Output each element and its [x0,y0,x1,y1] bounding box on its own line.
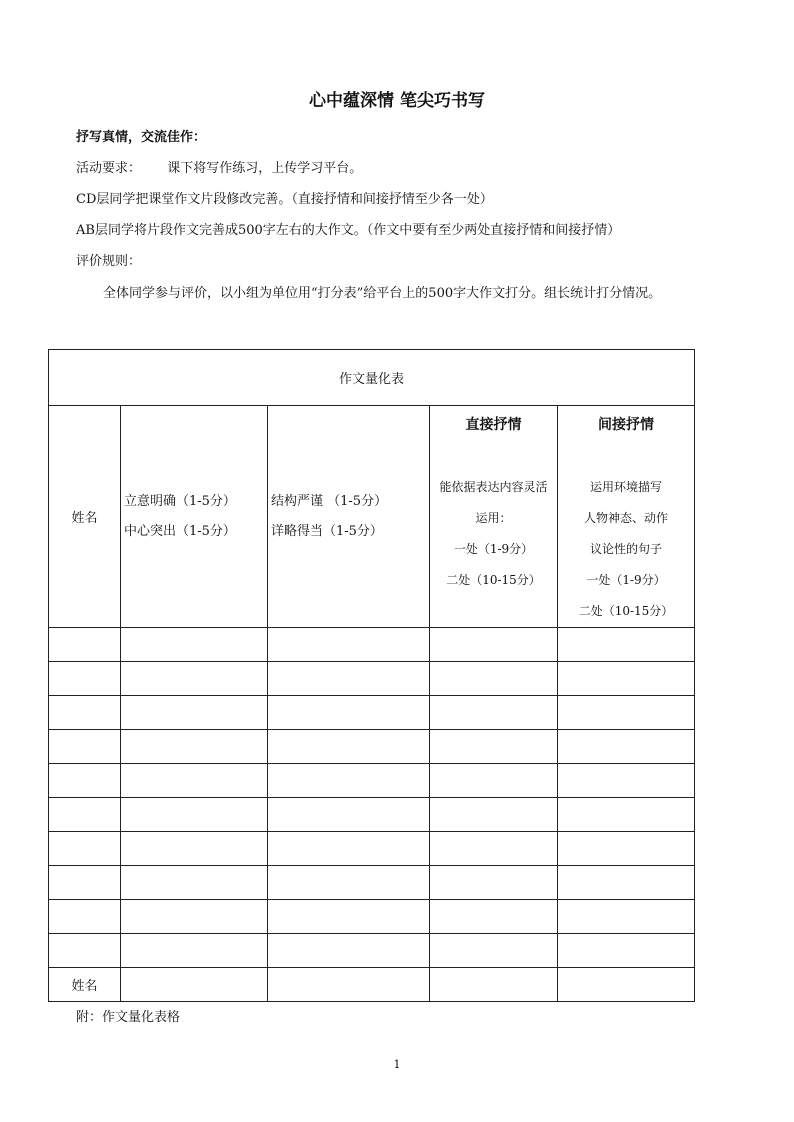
table-cell[interactable] [430,900,558,934]
table-cell[interactable] [558,696,695,730]
page-title: 心中蕴深情 笔尖巧书写 [309,91,485,111]
table-cell[interactable] [430,934,558,968]
header-name: 姓名 [49,406,121,628]
table-cell[interactable] [121,900,268,934]
page-number: 1 [393,1058,401,1071]
table-cell[interactable] [268,832,430,866]
table-row [49,798,695,832]
table-cell[interactable] [121,730,268,764]
table-cell[interactable] [121,764,268,798]
table-header-row [49,406,695,628]
indirect-line: 二处（10-15分） [578,604,674,618]
cd-requirement: CD层同学把课堂作文片段修改完善。（直接抒情和间接抒情至少各一处） [76,192,493,207]
table-cell[interactable] [49,730,121,764]
table-row [49,730,695,764]
direct-line: 一处（1-9分） [453,542,534,556]
table-cell[interactable] [430,968,558,1002]
header-direct-emotion [430,406,558,628]
table-cell[interactable] [430,832,558,866]
table-cell[interactable] [49,934,121,968]
table-cell[interactable] [430,764,558,798]
table-cell[interactable] [268,696,430,730]
header-indirect-emotion [558,406,695,628]
table-cell[interactable] [49,628,121,662]
table-cell[interactable] [49,662,121,696]
table-cell[interactable] [558,662,695,696]
table-row [49,628,695,662]
indirect-line: 运用环境描写 [589,480,662,494]
table-cell[interactable] [430,798,558,832]
rules-label: 评价规则： [76,254,142,269]
table-row [49,832,695,866]
table-row [49,900,695,934]
table-cell[interactable] [558,934,695,968]
table-cell[interactable] [558,628,695,662]
table-row [49,934,695,968]
table-cell[interactable] [49,696,121,730]
table-caption: 作文量化表 [49,350,695,406]
ab-requirement: AB层同学将片段作文完善成500字左右的大作文。（作文中要有至少两处直接抒情和间接抒情） [76,223,621,238]
header-theme-line: 立意明确（1-5分） [124,493,236,509]
table-cell[interactable] [558,798,695,832]
header-structure-line: 详略得当（1-5分） [271,523,383,539]
table-cell[interactable] [558,764,695,798]
header-structure-line: 结构严谨 （1-5分） [271,493,388,509]
table-row [49,764,695,798]
table-cell[interactable] [268,798,430,832]
table-cell[interactable] [430,696,558,730]
header-theme [121,406,268,628]
table-cell[interactable] [121,628,268,662]
table-cell[interactable] [268,662,430,696]
indirect-line: 人物神态、动作 [583,511,668,525]
table-cell[interactable] [121,662,268,696]
table-cell[interactable] [49,798,121,832]
table-cell[interactable] [430,662,558,696]
direct-title: 直接抒情 [465,417,522,433]
rules-text: 全体同学参与评价，以小组为单位用“打分表”给平台上的500字大作文打分。组长统计打分情况。 [103,286,662,301]
table-cell[interactable] [268,900,430,934]
table-cell[interactable] [121,866,268,900]
direct-line: 二处（10-15分） [446,573,541,587]
table-cell[interactable] [558,968,695,1002]
activity-text: 课下将写作练习，上传学习平台。 [167,161,363,176]
table-cell[interactable] [558,730,695,764]
table-cell[interactable] [121,696,268,730]
table-row [49,968,695,1002]
table-row [49,696,695,730]
table-cell[interactable] [49,866,121,900]
table-cell[interactable] [430,730,558,764]
table-cell[interactable] [268,628,430,662]
table-cell[interactable] [430,628,558,662]
table-cell[interactable] [49,900,121,934]
table-cell[interactable] [121,798,268,832]
table-cell[interactable] [268,934,430,968]
table-cell[interactable] [268,968,430,1002]
header-structure [268,406,430,628]
last-row-name-label: 姓名 [49,968,121,1002]
table-cell[interactable] [49,764,121,798]
header-theme-line: 中心突出（1-5分） [124,523,236,539]
table-cell[interactable] [49,832,121,866]
score-table [48,349,695,1002]
intro-heading: 抒写真情，交流佳作： [76,130,207,145]
activity-line [76,157,362,176]
indirect-line: 一处（1-9分） [586,573,666,587]
indirect-line: 议论性的句子 [589,542,662,556]
table-cell[interactable] [558,900,695,934]
table-row [49,662,695,696]
table-cell[interactable] [268,764,430,798]
table-row [49,866,695,900]
table-cell[interactable] [558,866,695,900]
table-cell[interactable] [558,832,695,866]
direct-line: 运用： [475,511,512,525]
table-cell[interactable] [121,934,268,968]
footnote: 附：作文量化表格 [76,1010,181,1025]
table-cell[interactable] [268,730,430,764]
table-cell[interactable] [430,866,558,900]
activity-label: 活动要求： [76,161,142,176]
table-cell[interactable] [121,832,268,866]
table-cell[interactable] [121,968,268,1002]
indirect-title: 间接抒情 [598,417,654,433]
table-cell[interactable] [268,866,430,900]
direct-line: 能依据表达内容灵活 [439,480,548,494]
